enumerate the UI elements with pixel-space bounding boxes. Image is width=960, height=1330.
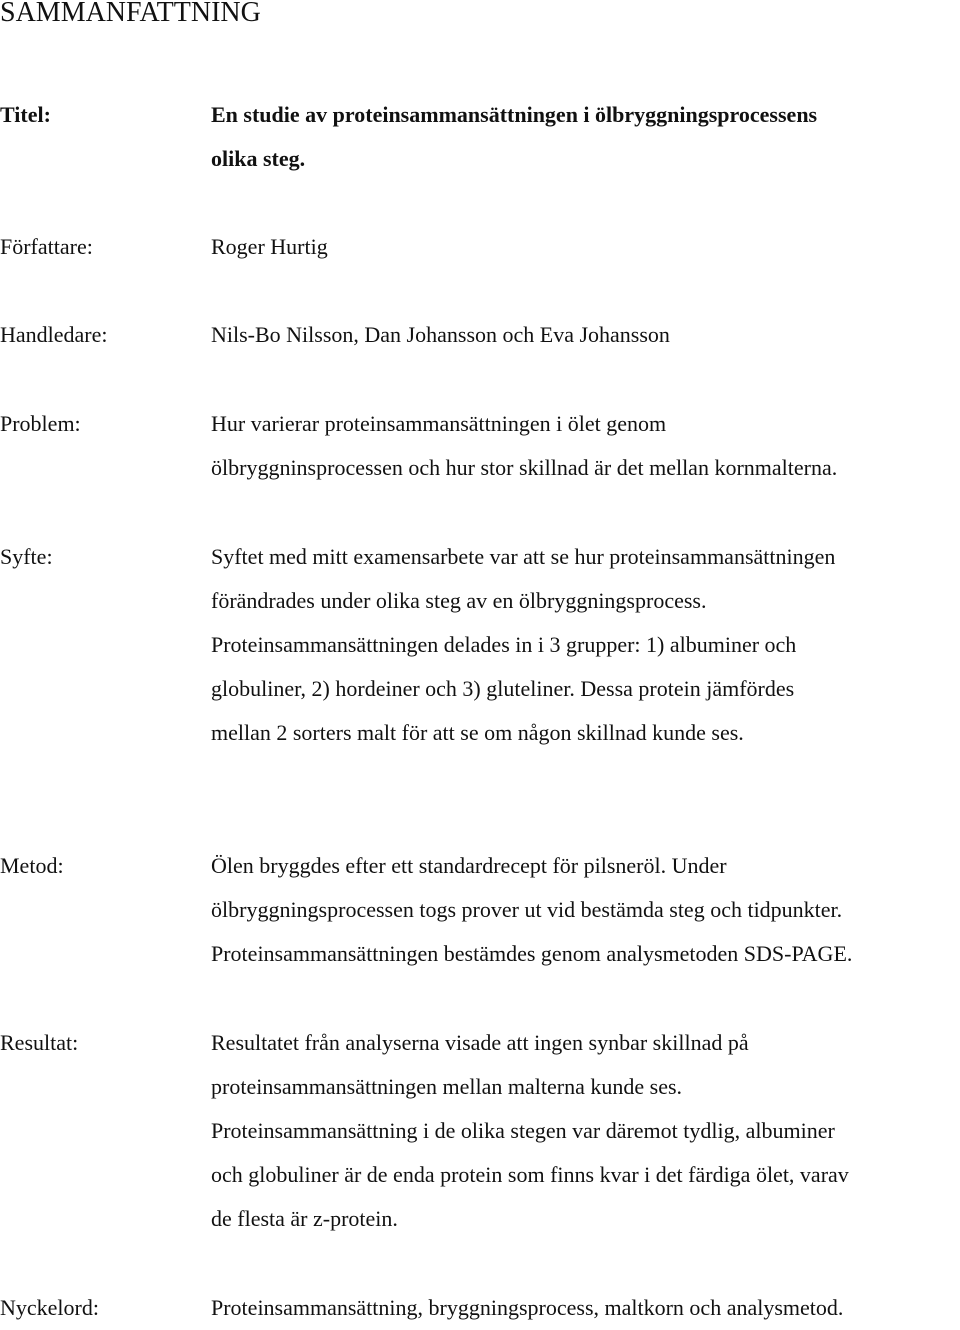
problem-line: ölbryggninsprocessen och hur stor skillnad är det mellan kornmalterna. xyxy=(211,455,838,480)
result-line: de flesta är z-protein. xyxy=(211,1206,398,1231)
method-line: Proteinsammansättningen bestämdes genom analysmetoden SDS-PAGE. xyxy=(211,941,853,966)
purpose-line: globuliner, 2) hordeiner och 3) gluteliner. Dessa protein jämfördes xyxy=(211,676,795,701)
result-line: Resultatet från analyserna visade att ingen synbar skillnad på xyxy=(211,1030,749,1055)
title-value xyxy=(211,93,960,181)
keywords-label: Nyckelord: xyxy=(0,1295,99,1320)
purpose-line: mellan 2 sorters malt för att se om någon skillnad kunde ses. xyxy=(211,720,744,745)
supervisor-line: Nils-Bo Nilsson, Dan Johansson och Eva Johansson xyxy=(211,322,670,347)
title-label: Titel: xyxy=(0,102,51,127)
method-value xyxy=(211,844,960,976)
problem-label: Problem: xyxy=(0,411,81,436)
method-line: Ölen bryggdes efter ett standardrecept för pilsneröl. Under xyxy=(211,853,727,878)
result-value xyxy=(211,1021,960,1241)
result-line: proteinsammansättningen mellan malterna kunde ses. xyxy=(211,1074,683,1099)
result-label: Resultat: xyxy=(0,1030,79,1055)
purpose-value xyxy=(211,535,960,755)
purpose-line: förändrades under olika steg av en ölbryggningsprocess. xyxy=(211,588,707,613)
purpose-line: Proteinsammansättningen delades in i 3 grupper: 1) albuminer och xyxy=(211,632,797,657)
result-line: Proteinsammansättning i de olika stegen var däremot tydlig, albuminer xyxy=(211,1118,835,1143)
result-line: och globuliner är de enda protein som finns kvar i det färdiga ölet, varav xyxy=(211,1162,849,1187)
author-value xyxy=(211,225,960,269)
purpose-label: Syfte: xyxy=(0,544,53,569)
method-label: Metod: xyxy=(0,853,64,878)
problem-line: Hur varierar proteinsammansättningen i ölet genom xyxy=(211,411,667,436)
supervisor-label: Handledare: xyxy=(0,322,108,347)
author-line: Roger Hurtig xyxy=(211,234,328,259)
problem-value xyxy=(211,402,960,490)
method-line: ölbryggningsprocessen togs prover ut vid bestämda steg och tidpunkter. xyxy=(211,897,843,922)
keywords-value xyxy=(211,1286,960,1330)
title-line: olika steg. xyxy=(211,146,306,171)
page-heading: SAMMANFATTNING xyxy=(0,0,261,28)
purpose-line: Syftet med mitt examensarbete var att se hur proteinsammansättningen xyxy=(211,544,836,569)
keywords-line: Proteinsammansättning, bryggningsprocess, maltkorn och analysmetod. xyxy=(211,1295,844,1320)
supervisor-value xyxy=(211,313,960,357)
author-label: Författare: xyxy=(0,234,93,259)
title-line: En studie av proteinsammansättningen i ölbryggningsprocessens xyxy=(211,102,818,127)
